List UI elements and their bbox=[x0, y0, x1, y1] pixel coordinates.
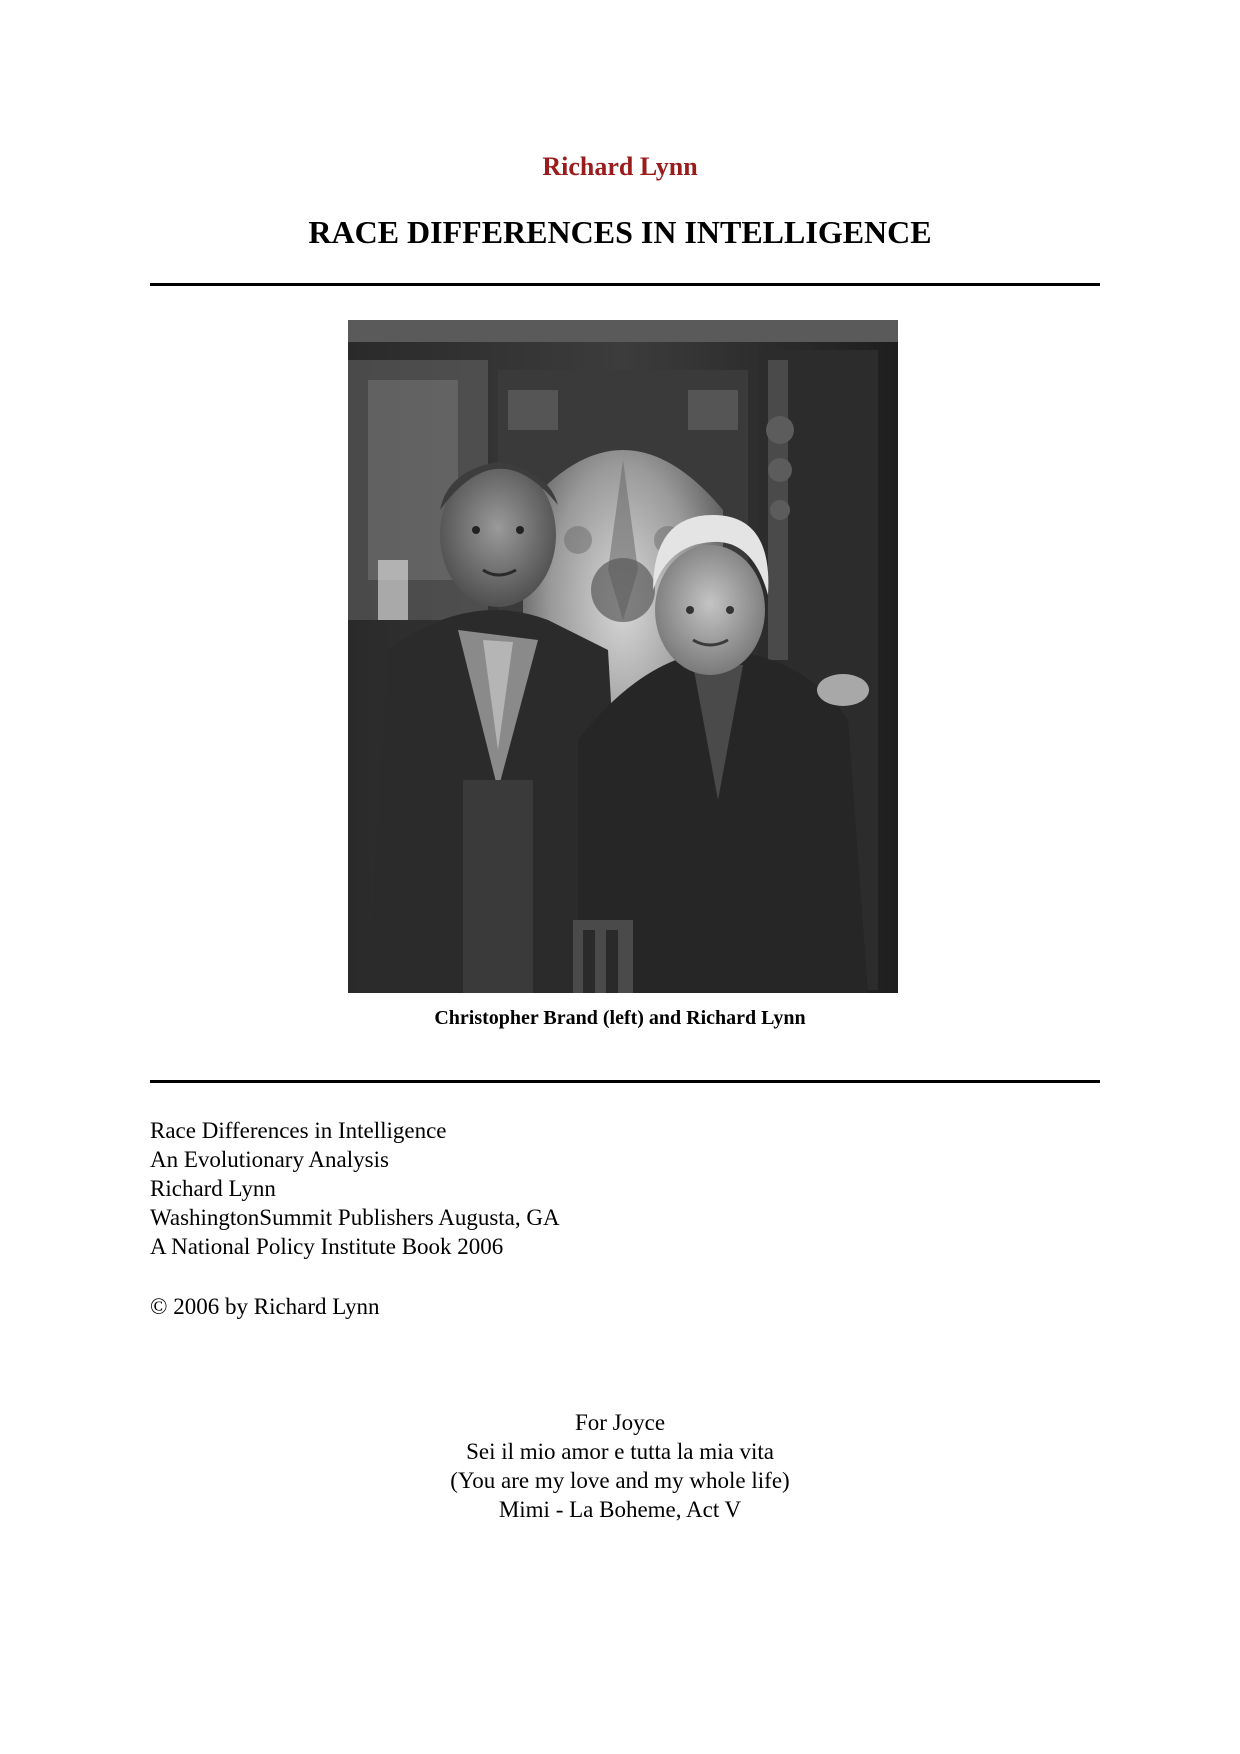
author-name: Richard Lynn bbox=[542, 152, 698, 181]
info-imprint: A National Policy Institute Book 2006 bbox=[150, 1234, 504, 1259]
dedication-line: Mimi - La Boheme, Act V bbox=[498, 1497, 742, 1522]
info-subtitle: An Evolutionary Analysis bbox=[150, 1147, 389, 1172]
book-title: RACE DIFFERENCES IN INTELLIGENCE bbox=[308, 214, 932, 250]
info-author: Richard Lynn bbox=[150, 1176, 276, 1201]
bottom-divider bbox=[150, 1080, 1100, 1083]
copyright-notice: © 2006 by Richard Lynn bbox=[150, 1294, 380, 1319]
dedication-line: Sei il mio amor e tutta la mia vita bbox=[466, 1439, 774, 1464]
info-publisher: WashingtonSummit Publishers Augusta, GA bbox=[150, 1205, 560, 1230]
dedication-line: For Joyce bbox=[574, 1410, 666, 1435]
info-title: Race Differences in Intelligence bbox=[150, 1118, 447, 1143]
book-info bbox=[150, 1116, 1050, 1261]
dedication-line: (You are my love and my whole life) bbox=[450, 1468, 790, 1493]
top-divider bbox=[150, 283, 1100, 286]
dedication bbox=[0, 1408, 1240, 1524]
photo-illustration bbox=[348, 320, 898, 993]
photo-caption: Christopher Brand (left) and Richard Lynn bbox=[434, 1007, 806, 1029]
author-photo bbox=[348, 320, 898, 993]
